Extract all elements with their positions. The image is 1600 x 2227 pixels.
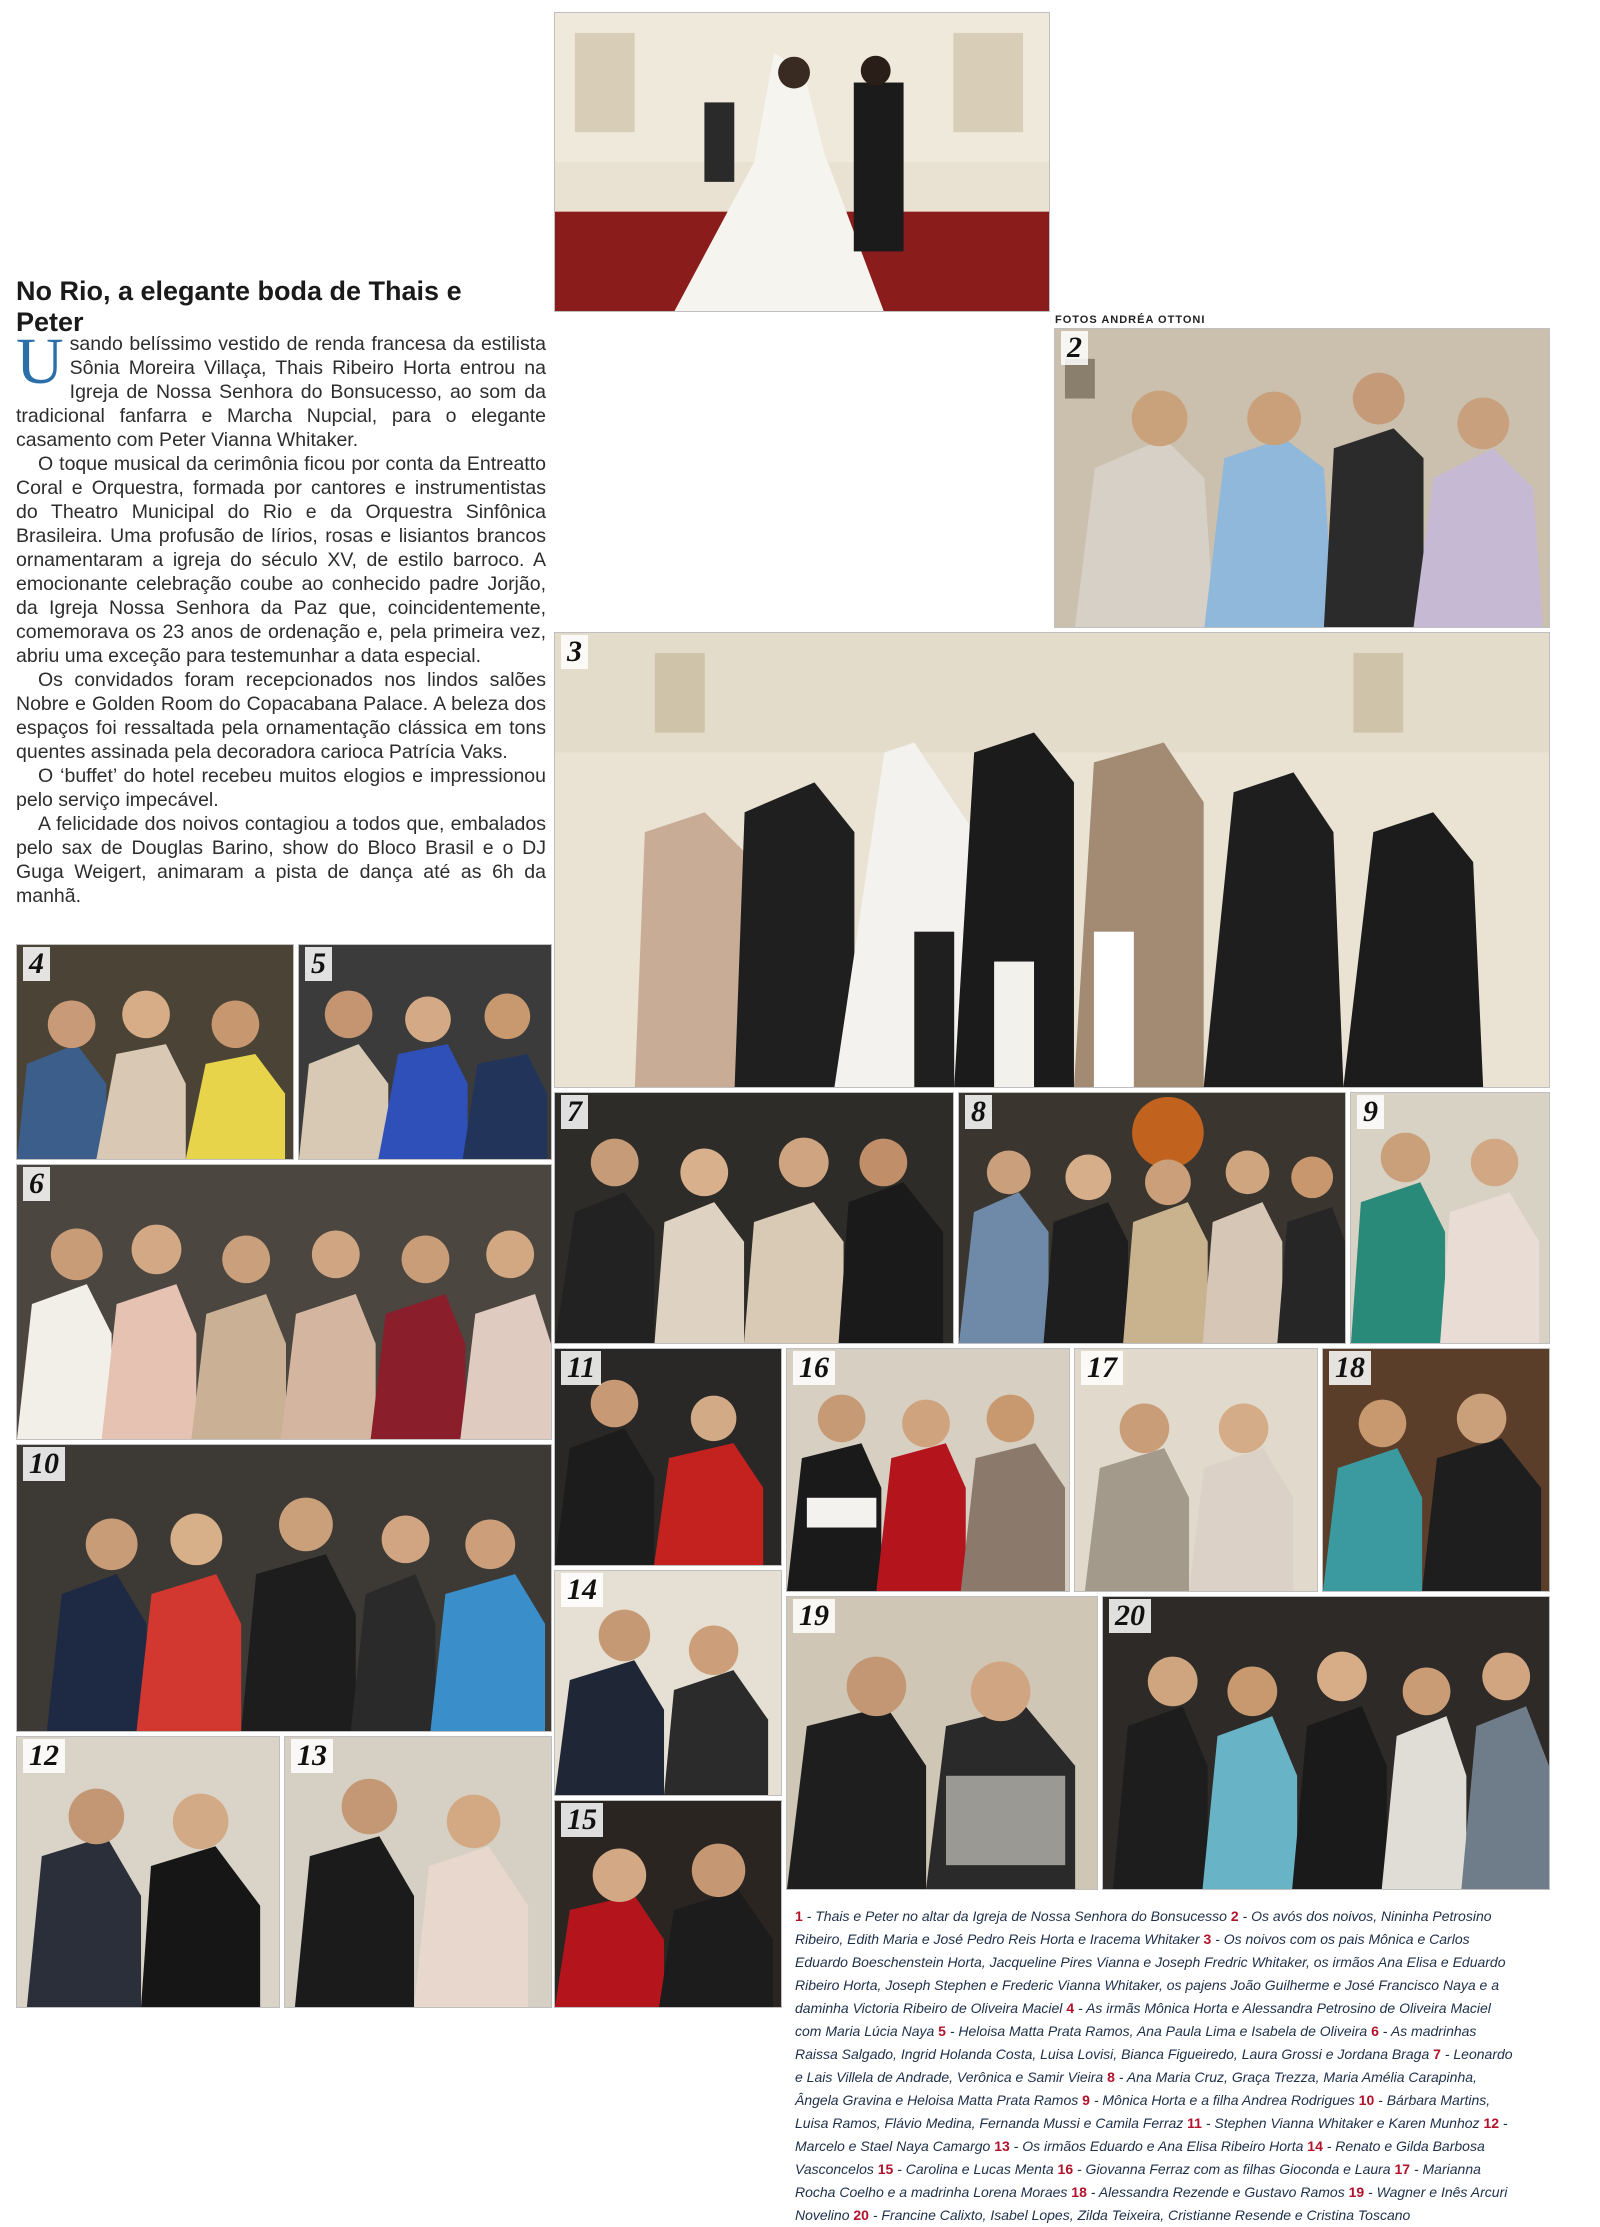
caption-text: - Os irmãos Eduardo e Ana Elisa Ribeiro Horta xyxy=(1009,2138,1308,2154)
article-title: No Rio, a elegante boda de Thais e Peter xyxy=(16,276,462,337)
altar-photo-image xyxy=(555,13,1049,311)
photo-number: 5 xyxy=(305,947,332,981)
photo-18 xyxy=(1322,1348,1550,1592)
photo-number: 8 xyxy=(965,1095,992,1129)
photo-13-image xyxy=(285,1737,551,2007)
photo-5 xyxy=(298,944,552,1160)
caption-number: 9 xyxy=(1082,2092,1090,2108)
caption-number: 12 xyxy=(1483,2115,1500,2131)
photo-9-image xyxy=(1351,1093,1549,1343)
photo-number: 4 xyxy=(23,947,50,981)
caption-text: - Stephen Vianna Whitaker e Karen Munhoz xyxy=(1201,2115,1484,2131)
photo-9 xyxy=(1350,1092,1550,1344)
photo-19 xyxy=(786,1596,1098,1890)
caption-text: - Carolina e Lucas Menta xyxy=(893,2161,1058,2177)
photo-number: 17 xyxy=(1081,1351,1123,1385)
caption-number: 19 xyxy=(1348,2184,1365,2200)
caption-number: 13 xyxy=(994,2138,1010,2154)
photo-7 xyxy=(554,1092,954,1344)
photo-16 xyxy=(786,1348,1070,1592)
photo-1 xyxy=(554,12,1050,312)
photo-number: 18 xyxy=(1329,1351,1371,1385)
caption-number: 5 xyxy=(938,2023,946,2039)
photo-14 xyxy=(554,1570,782,1796)
caption-text: - Renato e Gilda Barbosa Vasconcelos xyxy=(795,2138,1485,2177)
caption-number: 1 xyxy=(795,1908,803,1924)
photo-number: 14 xyxy=(561,1573,603,1607)
photo-16-image xyxy=(787,1349,1069,1591)
photo-4 xyxy=(16,944,294,1160)
photo-number: 6 xyxy=(23,1167,50,1201)
photo-7-image xyxy=(555,1093,953,1343)
photo-6 xyxy=(16,1164,552,1440)
photo-number: 11 xyxy=(561,1351,601,1385)
photo-8 xyxy=(958,1092,1346,1344)
caption-text: - Marcelo e Stael Naya Camargo xyxy=(795,2115,1508,2154)
article-body xyxy=(16,325,546,908)
photo-10-image xyxy=(17,1445,551,1731)
photo-number: 10 xyxy=(23,1447,65,1481)
caption-number: 10 xyxy=(1358,2092,1375,2108)
caption-text: - Bárbara Martins, Luisa Ramos, Flávio Medina, Fernanda Mussi e Camila Ferraz xyxy=(795,2092,1491,2131)
photo-number: 3 xyxy=(561,635,588,669)
caption-number: 11 xyxy=(1187,2115,1202,2131)
photo-20 xyxy=(1102,1596,1550,1890)
photo-17 xyxy=(1074,1348,1318,1592)
caption-number: 20 xyxy=(853,2207,869,2223)
photo-number: 13 xyxy=(291,1739,333,1773)
caption-text: - Wagner e Inês Arcuri Novelino xyxy=(795,2184,1508,2223)
caption-number: 2 xyxy=(1230,1908,1239,1924)
caption-text: - Os avós dos noivos, Nininha Petrosino Ribeiro, Edith Maria e José Pedro Reis Horta e Iracema Whitaker xyxy=(795,1908,1492,1947)
photo-number: 12 xyxy=(23,1739,65,1773)
photo-2 xyxy=(1054,328,1550,628)
caption-text: - Thais e Peter no altar da Igreja de Nossa Senhora do Bonsucesso xyxy=(802,1908,1231,1924)
caption-number: 16 xyxy=(1057,2161,1074,2177)
caption-text: - Ana Maria Cruz, Graça Trezza, Maria Amélia Carapinha, Ângela Gravina e Heloisa Matta Prata Ramos xyxy=(795,2069,1477,2108)
photo-19-image xyxy=(787,1597,1097,1889)
photo-5-image xyxy=(299,945,551,1159)
article-paragraph: A felicidade dos noivos contagiou a todos que, embalados pelo sax de Douglas Barino, show do Bloco Brasil e o DJ Guga Weigert, animaram a pista de dança até as 6h da manhã. xyxy=(16,813,546,907)
article-paragraph: O ‘buffet’ do hotel recebeu muitos elogios e impressionou pelo serviço impecável. xyxy=(16,765,546,811)
caption-number: 3 xyxy=(1203,1931,1212,1947)
photo-12-image xyxy=(17,1737,279,2007)
caption-number: 18 xyxy=(1071,2184,1087,2200)
photo-number: 2 xyxy=(1061,331,1088,365)
caption-text: - Heloisa Matta Prata Ramos, Ana Paula Lima e Isabela de Oliveira xyxy=(945,2023,1372,2039)
photo-number: 20 xyxy=(1109,1599,1151,1633)
caption-number: 15 xyxy=(877,2161,894,2177)
caption-text: - Mônica Horta e a filha Andrea Rodrigues xyxy=(1089,2092,1359,2108)
article-paragraph: Os convidados foram recepcionados nos lindos salões Nobre e Golden Room do Copacabana Palace. A beleza dos espaços foi ressaltada pela ornamentação clássica em tons quentes assinada pela decoradora carioca Patrícia Vaks. xyxy=(16,669,546,763)
photo-20-image xyxy=(1103,1597,1549,1889)
photo-10 xyxy=(16,1444,552,1732)
photo-captions xyxy=(795,1905,1515,2227)
caption-number: 8 xyxy=(1107,2069,1115,2085)
photo-credit: FOTOS ANDRÉA OTTONI xyxy=(1055,314,1206,326)
photo-3 xyxy=(554,632,1550,1088)
caption-number: 14 xyxy=(1307,2138,1323,2154)
grandparents-photo-image xyxy=(1055,329,1549,627)
article-paragraph xyxy=(16,325,546,452)
paragraph-text: sando belíssimo vestido de renda francesa da estilista Sônia Moreira Villaça, Thais Ribeiro Horta entrou na Igreja de Nossa Senhora do Bonsucesso, ao som da tradicional fanfarra e Marcha Nupcial, para o elegante casamento com Peter Vianna Whitaker. xyxy=(16,333,546,451)
photo-number: 7 xyxy=(561,1095,588,1129)
photo-8-image xyxy=(959,1093,1345,1343)
caption-number: 6 xyxy=(1371,2023,1379,2039)
photo-15 xyxy=(554,1800,782,2008)
family-photo-image xyxy=(555,633,1549,1087)
drop-cap: U xyxy=(16,325,64,398)
caption-text: - As irmãs Mônica Horta e Alessandra Petrosino de Oliveira Maciel com Maria Lúcia Naya xyxy=(795,2000,1491,2039)
photo-number: 15 xyxy=(561,1803,603,1837)
caption-text: - Alessandra Rezende e Gustavo Ramos xyxy=(1086,2184,1349,2200)
photo-number: 16 xyxy=(793,1351,835,1385)
bridesmaids-photo-image xyxy=(17,1165,551,1439)
photo-18-image xyxy=(1323,1349,1549,1591)
photo-number: 19 xyxy=(793,1599,835,1633)
photo-12 xyxy=(16,1736,280,2008)
photo-11 xyxy=(554,1348,782,1566)
photo-4-image xyxy=(17,945,293,1159)
caption-text: - Marianna Rocha Coelho e a madrinha Lorena Moraes xyxy=(795,2161,1481,2200)
photo-number: 9 xyxy=(1357,1095,1384,1129)
caption-number: 4 xyxy=(1066,2000,1075,2016)
photo-13 xyxy=(284,1736,552,2008)
caption-text: - Os noivos com os pais Mônica e Carlos Eduardo Boeschenstein Horta, Jacqueline Pires Vianna e Joseph Fredric Whitaker, os irmãos Ana Elisa e Eduardo Ribeiro Horta, Joseph Stephen e Frederic Vianna Whitaker, os pajens João Guilherme e José Francisco Naya e a daminha Victoria Ribeiro de Oliveira Maciel xyxy=(795,1931,1506,2016)
article-paragraph: O toque musical da cerimônia ficou por conta da Entreatto Coral e Orquestra, formada por cantores e instrumentistas do Theatro Municipal do Rio e da Orquestra Sinfônica Brasileira. Uma profusão de lírios, rosas e lisiantos brancos ornamentaram a igreja do século XV, de estilo barroco. A emocionante celebração coube ao conhecido padre Jorjão, da Igreja Nossa Senhora da Paz que, coincidentemente, comemorava os 23 anos de ordenação e, pela primeira vez, abriu uma exceção para testemunhar a data especial. xyxy=(16,453,546,667)
caption-text: - Giovanna Ferraz com as filhas Gioconda e Laura xyxy=(1073,2161,1395,2177)
caption-number: 17 xyxy=(1394,2161,1411,2177)
caption-text: - As madrinhas Raissa Salgado, Ingrid Holanda Costa, Luisa Lovisi, Bianca Figueiredo, Laura Grossi e Jordana Braga xyxy=(795,2023,1477,2062)
caption-number: 7 xyxy=(1433,2046,1441,2062)
caption-text: - Francine Calixto, Isabel Lopes, Zilda Teixeira, Cristianne Resende e Cristina Toscano xyxy=(868,2207,1411,2223)
photo-17-image xyxy=(1075,1349,1317,1591)
caption-text: - Leonardo e Lais Villela de Andrade, Verônica e Samir Vieira xyxy=(795,2046,1513,2085)
